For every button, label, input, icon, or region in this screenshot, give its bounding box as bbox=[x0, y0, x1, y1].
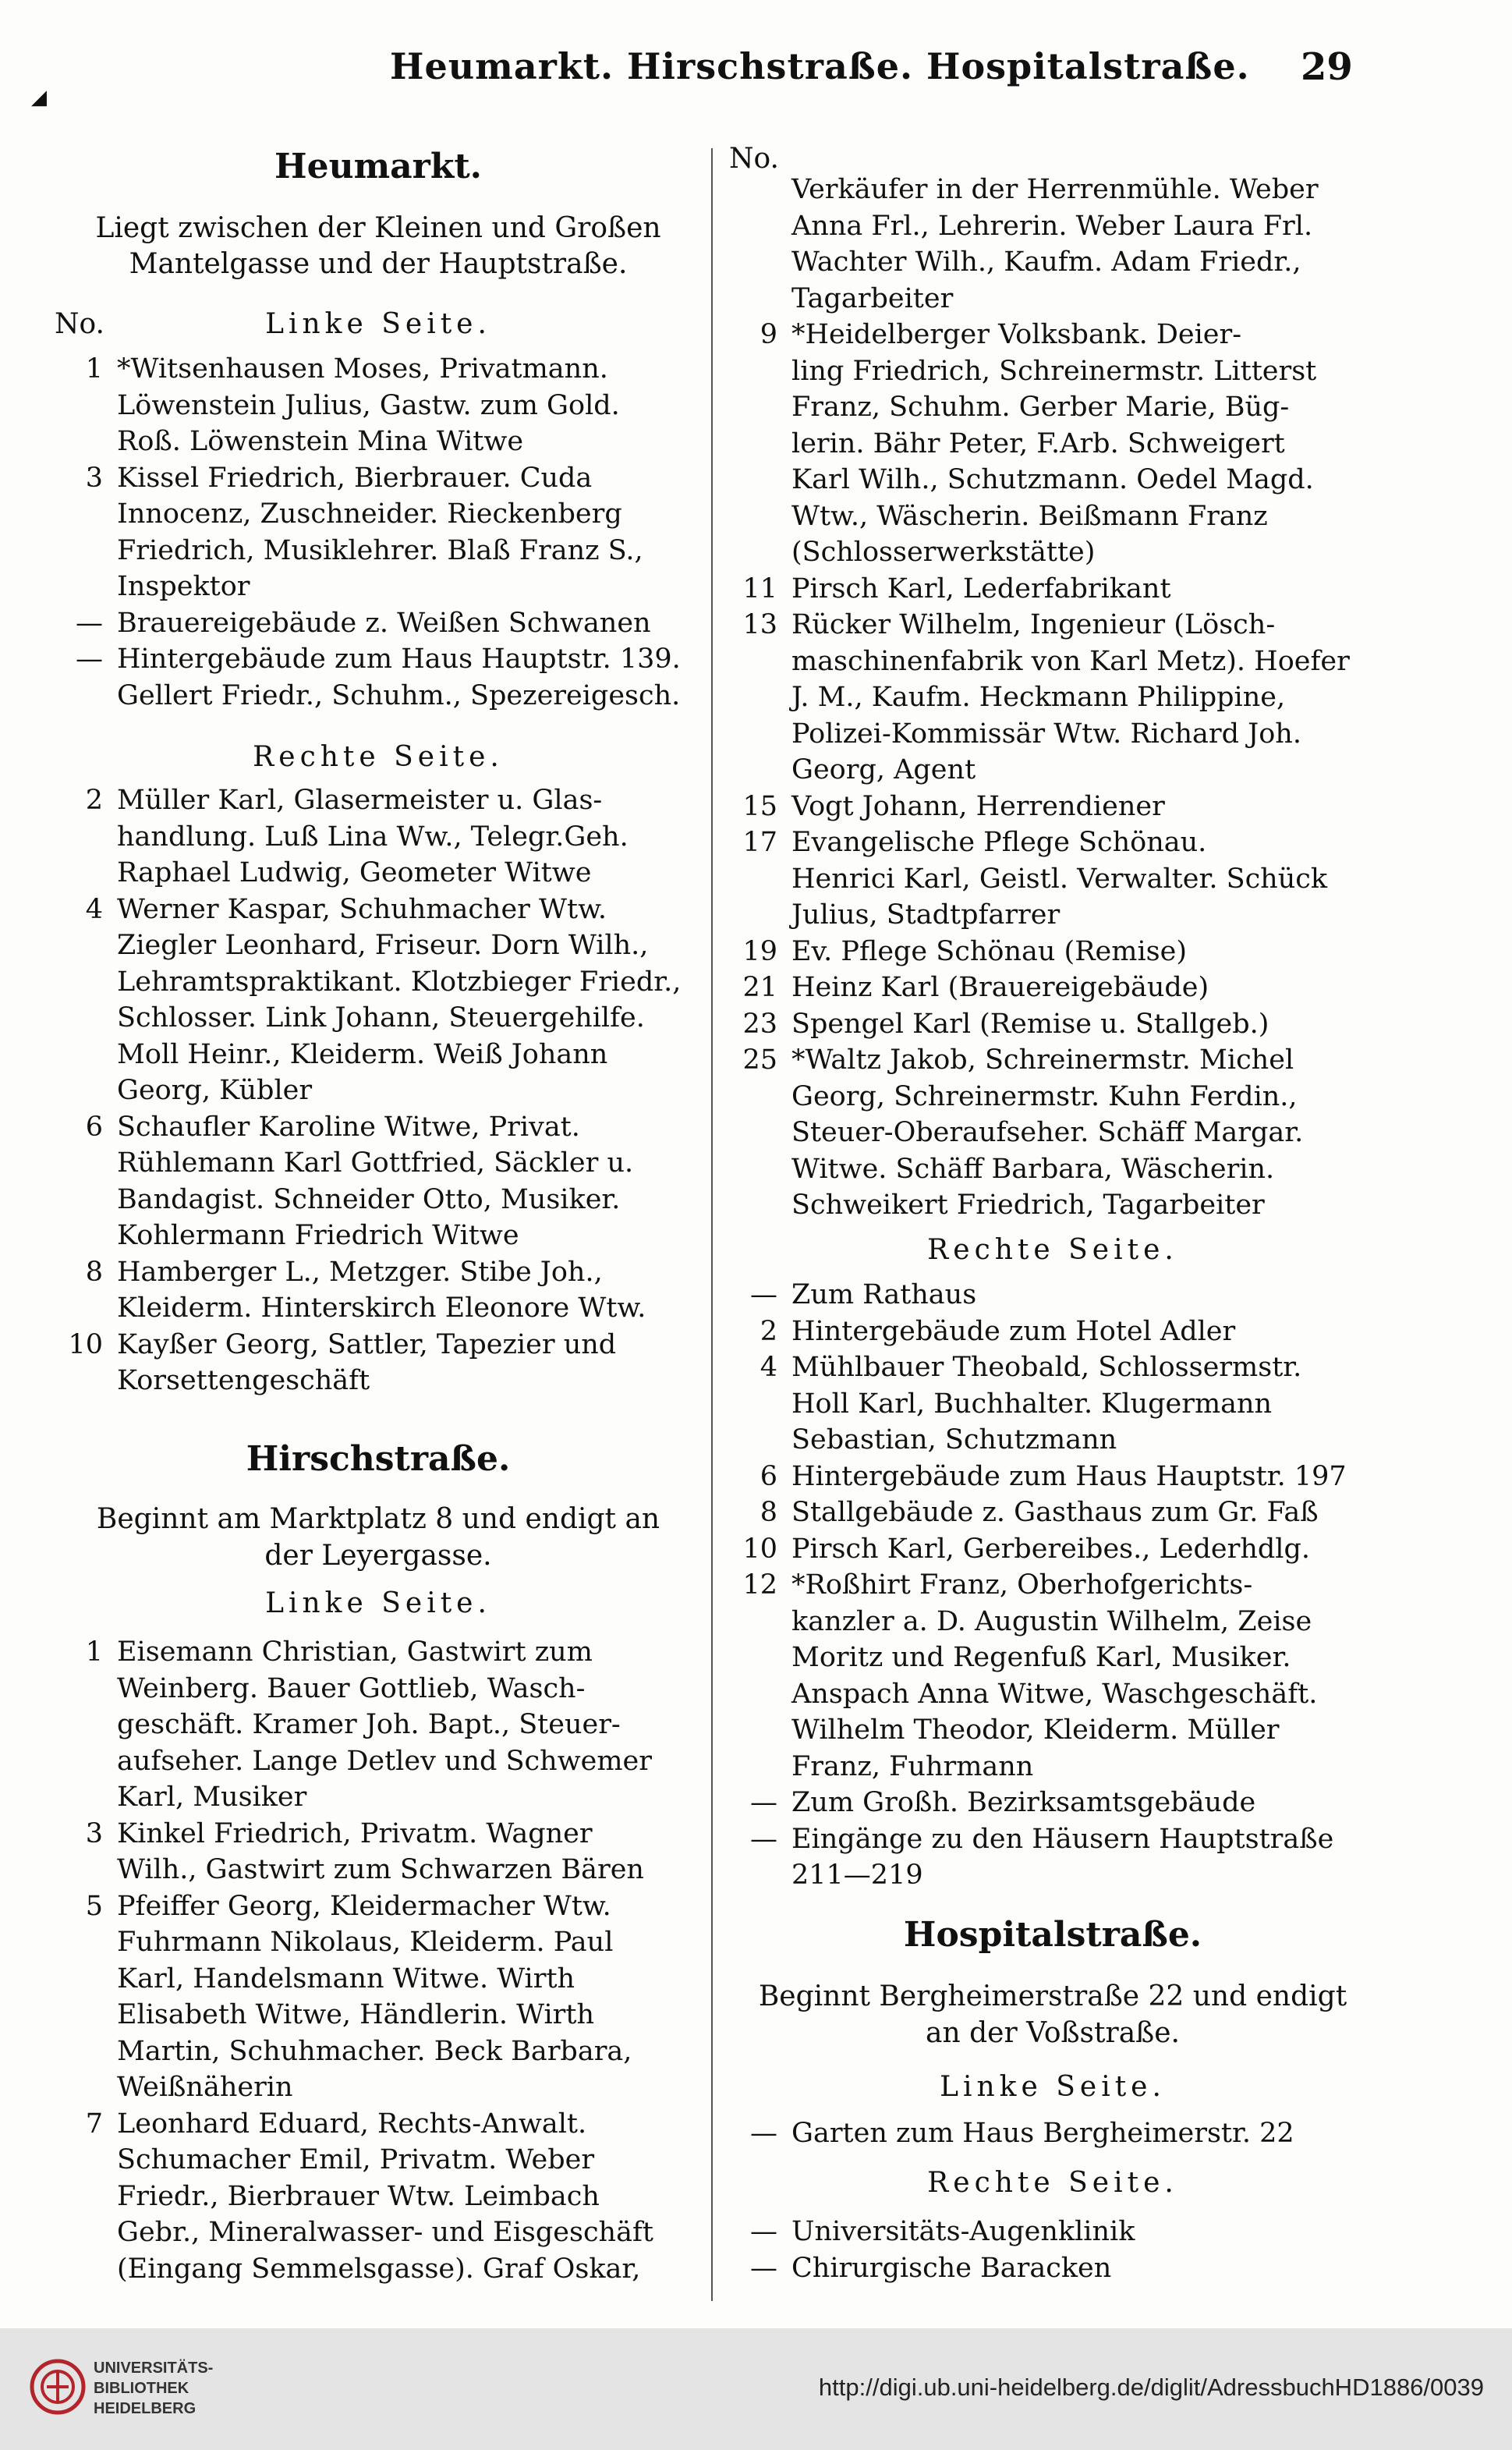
entry-line: Karl Wilh., Schutzmann. Oedel Magd. bbox=[791, 464, 1314, 495]
house-number: 3 bbox=[85, 462, 103, 494]
house-number: 1 bbox=[85, 353, 103, 385]
house-number: 4 bbox=[85, 893, 103, 925]
entry-line: geschäft. Kramer Joh. Bapt., Steuer- bbox=[117, 1709, 621, 1740]
entry-line: Moritz und Regenfuß Karl, Musiker. bbox=[791, 1642, 1291, 1673]
entry-line: Lehramtspraktikant. Klotzbieger Friedr., bbox=[117, 966, 682, 998]
section-title-heumarkt: Heumarkt. bbox=[274, 147, 482, 186]
hirsch-intro-line-2: der Leyergasse. bbox=[264, 1540, 492, 1572]
hirsch-intro-line-1: Beginnt am Marktplatz 8 und endigt an bbox=[96, 1503, 660, 1535]
entry-line: Georg, Schreinermstr. Kuhn Ferdin., bbox=[791, 1080, 1298, 1112]
entry-line: J. M., Kaufm. Heckmann Philippine, bbox=[791, 682, 1286, 713]
library-line-2: BIBLIOTHEK bbox=[94, 2380, 189, 2397]
entry-line: *Waltz Jakob, Schreinermstr. Michel bbox=[791, 1044, 1294, 1076]
continuation-line: Verkäufer in der Herrenmühle. Weber bbox=[791, 174, 1319, 205]
source-url-link[interactable]: http://digi.ub.uni-heidelberg.de/diglit/AdressbuchHD1886/0039 bbox=[818, 2374, 1484, 2401]
hospital-links-label: Linke Seite. bbox=[940, 2071, 1166, 2103]
entry-line: Rühlemann Karl Gottfried, Säckler u. bbox=[117, 1147, 634, 1179]
house-number: — bbox=[750, 2118, 777, 2149]
entry-line: Kleiderm. Hinterskirch Eleonore Wtw. bbox=[117, 1292, 646, 1324]
entry-line: Weißnäherin bbox=[117, 2072, 293, 2103]
entry-line: Pirsch Karl, Lederfabrikant bbox=[791, 573, 1171, 605]
entry-line: Sebastian, Schutzmann bbox=[791, 1424, 1117, 1455]
hospital-rechts-label: Rechte Seite. bbox=[927, 2167, 1178, 2199]
house-number: 6 bbox=[85, 1111, 103, 1143]
entry-line: (Eingang Semmelsgasse). Graf Oskar, bbox=[117, 2253, 641, 2285]
entry-line: Universitäts-Augenklinik bbox=[791, 2216, 1135, 2247]
entry-line: Friedr., Bierbrauer Wtw. Leimbach bbox=[117, 2180, 600, 2212]
entry-line: Roß. Löwenstein Mina Witwe bbox=[117, 426, 524, 457]
margin-mark: ◢ bbox=[31, 86, 47, 109]
entry-line: Kayßer Georg, Sattler, Tapezier und bbox=[117, 1328, 617, 1360]
entry-line: Polizei-Kommissär Wtw. Richard Joh. bbox=[791, 718, 1301, 750]
library-line-3: HEIDELBERG bbox=[94, 2400, 197, 2417]
entry-line: Innocenz, Zuschneider. Rieckenberg bbox=[117, 498, 622, 530]
entry-line: Schaufler Karoline Witwe, Privat. bbox=[117, 1111, 580, 1143]
section-title-hospitalstrasse: Hospitalstraße. bbox=[903, 1915, 1202, 1955]
entry-line: Garten zum Haus Bergheimerstr. 22 bbox=[791, 2118, 1294, 2149]
entry-line: Moll Heinr., Kleiderm. Weiß Johann bbox=[117, 1038, 608, 1070]
entry-line: ling Friedrich, Schreinermstr. Litterst bbox=[791, 355, 1317, 387]
entry-line: Mühlbauer Theobald, Schlossermstr. bbox=[791, 1352, 1302, 1383]
running-header bbox=[0, 45, 1512, 109]
entry-line: Pirsch Karl, Gerbereibes., Lederhdlg. bbox=[791, 1533, 1310, 1565]
entry-line: Kissel Friedrich, Bierbrauer. Cuda bbox=[117, 462, 593, 494]
column-divider bbox=[711, 148, 713, 2301]
entry-line: Fuhrmann Nikolaus, Kleiderm. Paul bbox=[117, 1927, 614, 1958]
entry-line: Julius, Stadtpfarrer bbox=[791, 899, 1061, 931]
hospital-intro-line-2: an der Voßstraße. bbox=[926, 2017, 1180, 2049]
house-number: 17 bbox=[742, 827, 777, 858]
entry-line: Ev. Pflege Schönau (Remise) bbox=[791, 935, 1187, 967]
entry-line: Georg, Kübler bbox=[117, 1075, 313, 1106]
page-number: 29 bbox=[1301, 45, 1353, 89]
house-number: 11 bbox=[742, 573, 777, 605]
entry-line: Holl Karl, Buchhalter. Klugermann bbox=[791, 1388, 1273, 1420]
house-number: 8 bbox=[760, 1497, 777, 1528]
entry-line: Martin, Schuhmacher. Beck Barbara, bbox=[117, 2035, 632, 2067]
entry-line: Elisabeth Witwe, Händlerin. Wirth bbox=[117, 1999, 595, 2030]
entry-line: Spengel Karl (Remise u. Stallgeb.) bbox=[791, 1008, 1269, 1040]
house-number: 10 bbox=[68, 1328, 103, 1360]
entry-line: Brauereigebäude z. Weißen Schwanen bbox=[117, 607, 651, 639]
no-column-label: No. bbox=[55, 308, 104, 340]
heumarkt-rechts-label: Rechte Seite. bbox=[253, 741, 504, 773]
house-number: 9 bbox=[760, 319, 777, 350]
entry-line: Werner Kaspar, Schuhmacher Wtw. bbox=[117, 893, 607, 925]
hirsch-links-label: Linke Seite. bbox=[265, 1587, 491, 1619]
entry-line: Franz, Fuhrmann bbox=[791, 1750, 1034, 1782]
entry-line: lerin. Bähr Peter, F.Arb. Schweigert bbox=[791, 427, 1285, 459]
entry-line: Hintergebäude zum Haus Hauptstr. 139. bbox=[117, 644, 681, 675]
entry-line: Inspektor bbox=[117, 571, 250, 602]
continuation-line: Tagarbeiter bbox=[791, 282, 954, 314]
house-number: — bbox=[76, 644, 103, 675]
entry-line: Hintergebäude zum Haus Hauptstr. 197 bbox=[791, 1460, 1347, 1492]
entry-line: Korsettengeschäft bbox=[117, 1365, 370, 1396]
house-number: 3 bbox=[85, 1817, 103, 1849]
house-number: 23 bbox=[742, 1008, 777, 1040]
entry-line: Rücker Wilhelm, Ingenieur (Lösch- bbox=[791, 609, 1276, 640]
heumarkt-intro: Liegt zwischen der Kleinen und Großen Mantelgasse und der Hauptstraße. bbox=[95, 212, 661, 280]
entry-line: Vogt Johann, Herrendiener bbox=[791, 790, 1165, 822]
house-number: — bbox=[750, 1787, 777, 1818]
entry-line: Ziegler Leonhard, Friseur. Dorn Wilh., bbox=[117, 930, 649, 961]
house-number: 8 bbox=[85, 1256, 103, 1288]
heumarkt-links-label: Linke Seite. bbox=[265, 308, 491, 340]
entry-line: Franz, Schuhm. Gerber Marie, Büg- bbox=[791, 392, 1290, 423]
entry-line: maschinenfabrik von Karl Metz). Hoefer bbox=[791, 645, 1350, 677]
hirsch-rechts-label: Rechte Seite. bbox=[927, 1234, 1178, 1266]
house-number: 13 bbox=[742, 609, 777, 640]
entry-line: Friedrich, Musiklehrer. Blaß Franz S., bbox=[117, 534, 643, 566]
university-seal-icon bbox=[30, 2353, 86, 2420]
entry-line: handlung. Luß Lina Ww., Telegr.Geh. bbox=[117, 821, 629, 853]
entry-line: Gellert Friedr., Schuhm., Spezereigesch. bbox=[117, 679, 681, 711]
entry-line: Gebr., Mineralwasser- und Eisgeschäft bbox=[117, 2217, 653, 2248]
entry-line: Bandagist. Schneider Otto, Musiker. bbox=[117, 1183, 621, 1215]
entry-line: Eingänge zu den Häusern Hauptstraße bbox=[791, 1823, 1334, 1855]
entry-line: aufseher. Lange Detlev und Schwemer bbox=[117, 1745, 653, 1777]
house-number: — bbox=[750, 1823, 777, 1855]
no-column-label-right: No. bbox=[729, 143, 779, 175]
running-title: Heumarkt. Hirschstraße. Hospitalstraße. bbox=[390, 45, 1250, 87]
entry-line: *Witsenhausen Moses, Privatmann. bbox=[117, 353, 608, 385]
entry-line: Henrici Karl, Geistl. Verwalter. Schück bbox=[791, 863, 1328, 895]
entry-line: Anspach Anna Witwe, Waschgeschäft. bbox=[791, 1678, 1318, 1710]
house-number: 1 bbox=[85, 1636, 103, 1668]
hospital-intro-line-1: Beginnt Bergheimerstraße 22 und endigt bbox=[758, 1980, 1347, 2012]
house-number: — bbox=[76, 607, 103, 639]
entry-line: Eisemann Christian, Gastwirt zum bbox=[117, 1636, 593, 1668]
house-number: 25 bbox=[742, 1044, 777, 1076]
house-number: — bbox=[750, 2252, 777, 2284]
entry-line: Zum Großh. Bezirksamtsgebäude bbox=[791, 1787, 1256, 1818]
entry-line: Heinz Karl (Brauereigebäude) bbox=[791, 972, 1209, 1003]
entry-line: Karl, Handelsmann Witwe. Wirth bbox=[117, 1962, 575, 1994]
continuation-line: Anna Frl., Lehrerin. Weber Laura Frl. bbox=[791, 210, 1313, 242]
house-number: 12 bbox=[742, 1569, 777, 1601]
entry-line: Löwenstein Julius, Gastw. zum Gold. bbox=[117, 389, 620, 421]
house-number: 7 bbox=[85, 2108, 103, 2140]
entry-line: *Heidelberger Volksbank. Deier- bbox=[791, 319, 1242, 350]
entry-line: Karl, Musiker bbox=[117, 1782, 307, 1813]
house-number: 2 bbox=[760, 1315, 777, 1347]
house-number: 5 bbox=[85, 1890, 103, 1922]
entry-line: Wilhelm Theodor, Kleiderm. Müller bbox=[791, 1714, 1280, 1746]
entry-line: Hintergebäude zum Hotel Adler bbox=[791, 1315, 1236, 1347]
entry-line: Wilh., Gastwirt zum Schwarzen Bären bbox=[117, 1854, 644, 1885]
entry-line: Leonhard Eduard, Rechts-Anwalt. bbox=[117, 2108, 587, 2140]
entry-line: Müller Karl, Glasermeister u. Glas- bbox=[117, 785, 603, 816]
entry-line: Steuer-Oberaufseher. Schäff Margar. bbox=[791, 1117, 1304, 1148]
house-number: 19 bbox=[742, 935, 777, 967]
footer-bar bbox=[0, 2328, 1512, 2450]
house-number: 6 bbox=[760, 1460, 777, 1492]
entry-line: Witwe. Schäff Barbara, Wäscherin. bbox=[791, 1153, 1275, 1185]
entry-line: Georg, Agent bbox=[791, 754, 976, 785]
library-name bbox=[94, 2358, 213, 2419]
entry-line: Stallgebäude z. Gasthaus zum Gr. Faß bbox=[791, 1497, 1319, 1528]
entry-line: Evangelische Pflege Schönau. bbox=[791, 827, 1207, 858]
entry-line: Schweikert Friedrich, Tagarbeiter bbox=[791, 1190, 1265, 1221]
entry-line: Kinkel Friedrich, Privatm. Wagner bbox=[117, 1817, 593, 1849]
entry-line: 211—219 bbox=[791, 1860, 923, 1891]
continuation-line: Wachter Wilh., Kaufm. Adam Friedr., bbox=[791, 246, 1301, 278]
house-number: — bbox=[750, 2216, 777, 2247]
entry-line: Schumacher Emil, Privatm. Weber bbox=[117, 2144, 595, 2175]
entry-line: Kohlermann Friedrich Witwe bbox=[117, 1220, 519, 1251]
entry-line: Chirurgische Baracken bbox=[791, 2252, 1112, 2284]
house-number: 2 bbox=[85, 785, 103, 816]
entry-line: Raphael Ludwig, Geometer Witwe bbox=[117, 857, 592, 888]
entry-line: Wtw., Wäscherin. Beißmann Franz bbox=[791, 500, 1268, 532]
entry-line: Pfeiffer Georg, Kleidermacher Wtw. bbox=[117, 1890, 611, 1922]
house-number: — bbox=[750, 1279, 777, 1310]
entry-line: kanzler a. D. Augustin Wilhelm, Zeise bbox=[791, 1605, 1312, 1637]
entry-line: Schlosser. Link Johann, Steuergehilfe. bbox=[117, 1002, 645, 1034]
house-number: 4 bbox=[760, 1352, 777, 1383]
entry-line: Hamberger L., Metzger. Stibe Joh., bbox=[117, 1256, 603, 1288]
entry-line: *Roßhirt Franz, Oberhofgerichts- bbox=[791, 1569, 1253, 1601]
house-number: 15 bbox=[742, 790, 777, 822]
section-title-hirschstrasse: Hirschstraße. bbox=[246, 1439, 511, 1479]
entry-line: (Schlosserwerkstätte) bbox=[791, 537, 1096, 568]
house-number: 10 bbox=[742, 1533, 777, 1565]
entry-line: Weinberg. Bauer Gottlieb, Wasch- bbox=[117, 1672, 586, 1704]
house-number: 21 bbox=[742, 972, 777, 1003]
entry-line: Zum Rathaus bbox=[791, 1279, 977, 1310]
library-line-1: UNIVERSITÄTS- bbox=[94, 2360, 214, 2377]
